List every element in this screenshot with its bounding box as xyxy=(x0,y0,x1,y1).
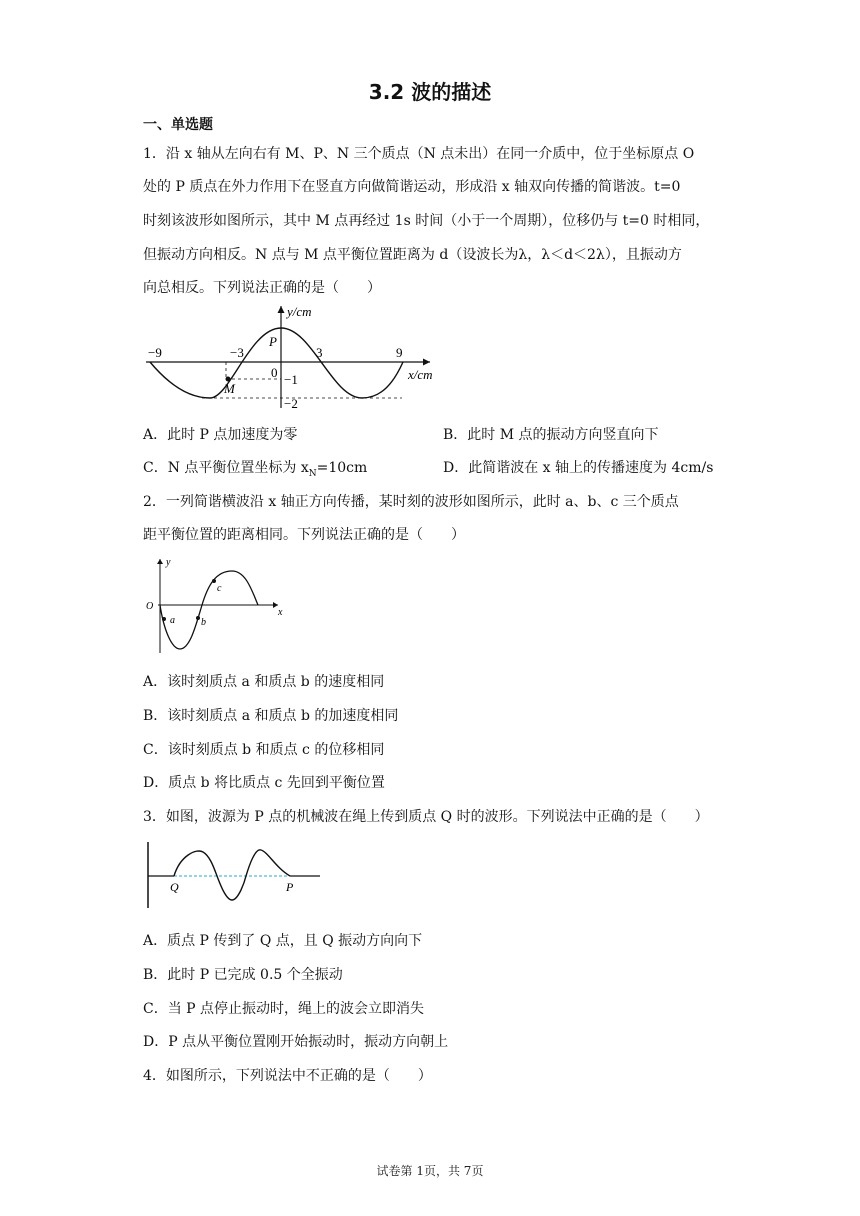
q3-line-1: 3．如图，波源为 P 点的机械波在绳上传到质点 Q 时的波形。下列说法中正确的是（ ） xyxy=(143,809,709,825)
q1-tick-neg1: −1 xyxy=(284,372,298,387)
q1-label-m: M xyxy=(224,381,235,396)
q2-option-a[interactable]: A．该时刻质点 a 和质点 b 的速度相同 xyxy=(143,674,385,690)
q2-label-o: O xyxy=(146,601,154,612)
q2-label-y: y xyxy=(166,557,171,568)
q1-y-label: y/cm xyxy=(287,304,312,319)
section-heading: 一、单选题 xyxy=(143,117,213,133)
q2-point-b xyxy=(196,616,200,620)
q2-line-2: 距平衡位置的距离相同。下列说法正确的是（ ） xyxy=(143,527,465,543)
q1-tick-9: 9 xyxy=(396,345,403,360)
q2-option-b[interactable]: B．该时刻质点 a 和质点 b 的加速度相同 xyxy=(143,708,399,724)
q2-label-a: a xyxy=(170,615,175,626)
q1-option-c[interactable]: C．N 点平衡位置坐标为 $x_N=10cm$ xyxy=(143,460,368,479)
q1-x-label: x/cm xyxy=(408,367,433,382)
q2-option-c[interactable]: C．该时刻质点 b 和质点 c 的位移相同 xyxy=(143,742,385,758)
q3-option-b[interactable]: B．此时 P 已完成 0.5 个全振动 xyxy=(143,967,343,983)
q1-tick-neg2: −2 xyxy=(284,396,298,411)
q1-wave-figure xyxy=(140,300,450,415)
q1-line-4: 但振动方向相反。N 点与 M 点平衡位置距离为 d（设波长为λ，λ＜d＜2λ），且振动方 xyxy=(143,247,682,263)
page-footer: 试卷第 1页，共 7页 xyxy=(376,1164,484,1178)
q2-label-c: c xyxy=(217,583,222,594)
q2-label-b: b xyxy=(201,617,206,628)
q1-tick-zero: 0 xyxy=(271,365,278,380)
q3-wave-curve xyxy=(174,850,290,900)
q1-option-a[interactable]: A．此时 P 点加速度为零 xyxy=(143,427,298,443)
q1-tick-3: 3 xyxy=(316,345,323,360)
q2-option-d[interactable]: D．质点 b 将比质点 c 先回到平衡位置 xyxy=(143,775,385,791)
q3-label-p: P xyxy=(286,880,294,894)
q1-tick-neg9: −9 xyxy=(148,345,162,360)
q3-option-c[interactable]: C．当 P 点停止振动时，绳上的波会立即消失 xyxy=(143,1001,425,1017)
q2-point-c xyxy=(212,579,216,583)
q3-option-a[interactable]: A．质点 P 传到了 Q 点，且 Q 振动方向向下 xyxy=(143,933,423,949)
q2-wave-curve xyxy=(160,571,258,649)
q1-label-p: P xyxy=(269,334,277,349)
q2-point-a xyxy=(162,617,166,621)
q3-option-d[interactable]: D．P 点从平衡位置刚开始振动时，振动方向朝上 xyxy=(143,1034,449,1050)
q1-option-b[interactable]: B．此时 M 点的振动方向竖直向下 xyxy=(443,427,659,443)
q2-line-1: 2．一列简谐横波沿 x 轴正方向传播，某时刻的波形如图所示，此时 a、b、c 三个质点 xyxy=(143,494,679,510)
page-title: 3.2 波的描述 xyxy=(368,80,492,104)
q4-line-1: 4．如图所示，下列说法中不正确的是（ ） xyxy=(143,1068,432,1084)
q1-line-5: 向总相反。下列说法正确的是（ ） xyxy=(143,280,381,296)
q2-wave-figure xyxy=(142,553,292,658)
q3-label-q: Q xyxy=(170,880,179,894)
q2-label-x: x xyxy=(278,607,283,618)
q1-option-d[interactable]: D．此简谐波在 x 轴上的传播速度为 4cm/s xyxy=(443,460,714,476)
q3-rope-figure xyxy=(142,838,327,913)
q1-line-2: 处的 P 质点在外力作用下在竖直方向做简谐运动，形成沿 x 轴双向传播的简谐波。t=0 xyxy=(143,179,681,195)
q1-tick-neg3: −3 xyxy=(230,345,244,360)
q1-line-1: 1．沿 x 轴从左向右有 M、P、N 三个质点（N 点未出）在同一介质中，位于坐标原点 O xyxy=(143,146,695,162)
q1-line-3: 时刻该波形如图所示，其中 M 点再经过 1s 时间（小于一个周期），位移仍与 t=0 时相同， xyxy=(143,213,710,229)
